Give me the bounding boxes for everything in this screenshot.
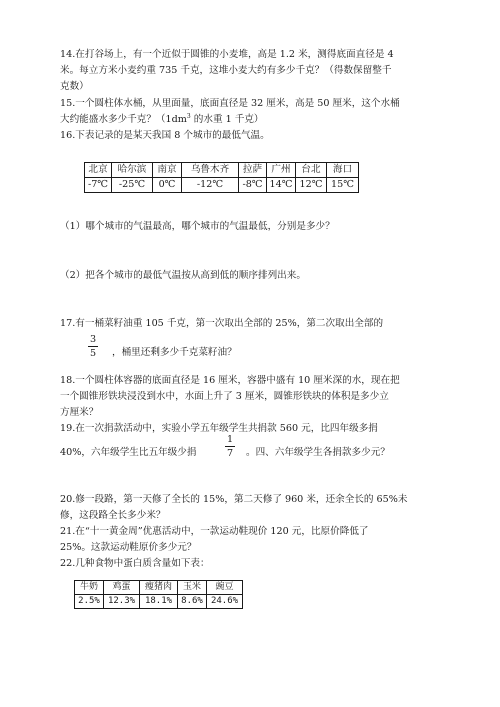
city-cell: 北京 — [85, 163, 112, 178]
temp-cell: 12℃ — [296, 178, 327, 193]
city-cell: 拉萨 — [239, 163, 267, 178]
q16-sub-question-2: （2）把各个城市的最低气温按从高到低的顺序排列出来。 — [60, 270, 306, 281]
fraction-denominator: 7 — [226, 448, 234, 459]
food-cell: 牛奶 — [75, 581, 104, 595]
q16-line-1: 16.下表记录的是某天我国 8 个城市的最低气温。 — [60, 130, 270, 141]
q17-line-1: 17.有一桶菜籽油重 105 千克，第一次取出全部的 25%，第二次取出全部的 — [60, 318, 384, 329]
temp-cell: -7℃ — [85, 178, 112, 193]
q19-line-2-post: 。四、六年级学生各捐款多少元？ — [246, 447, 390, 458]
q17-fraction — [88, 334, 98, 359]
q14-line-2: 米。每立方米小麦约重 735 千克，这堆小麦大约有多少千克？（得数保留整千 — [60, 65, 392, 76]
q15-unit-superscript: 3 — [186, 113, 191, 120]
q19-fraction — [225, 434, 235, 459]
value-cell: 12.3% — [104, 595, 140, 609]
temp-cell: -25℃ — [112, 178, 153, 193]
value-cell: 24.6% — [207, 595, 243, 609]
q14-line-3: 克数） — [60, 81, 89, 92]
food-cell: 鸡蛋 — [104, 581, 140, 595]
q16-sub-question-1: （1）哪个城市的气温最高，哪个城市的气温最低，分别是多少？ — [60, 221, 335, 232]
table-row — [85, 178, 359, 193]
q21-line-2: 25%。这款运动鞋原价多少元？ — [60, 542, 197, 553]
q20-line-1: 20.修一段路，第一天修了全长的 15%，第二天修了 960 米，还余全长的 65%未 — [60, 494, 408, 505]
city-cell: 哈尔滨 — [112, 163, 153, 178]
food-cell: 玉米 — [178, 581, 207, 595]
city-cell: 南京 — [153, 163, 182, 178]
temp-cell: -12℃ — [182, 178, 239, 193]
fraction-numerator: 3 — [89, 334, 97, 345]
q22-line-1: 22.几种食物中蛋白质含量如下表： — [60, 558, 210, 569]
q19-line-1: 19.在一次捐款活动中，实验小学五年级学生共捐款 560 元，比四年级多捐 — [60, 423, 378, 434]
city-cell: 台北 — [296, 163, 327, 178]
table-row — [75, 595, 243, 609]
table-row — [85, 163, 359, 178]
temp-cell: -8℃ — [239, 178, 267, 193]
q14-line-1: 14.在打谷场上，有一个近似于圆锥的小麦堆，高是 1.2 米，测得底面直径是 4 — [60, 49, 394, 60]
q21-line-1: 21.在“十一黄金周”优惠活动中，一款运动鞋现价 120 元，比原价降低了 — [60, 526, 369, 537]
value-cell: 18.1% — [140, 595, 178, 609]
city-cell: 乌鲁木齐 — [182, 163, 239, 178]
food-protein-table — [74, 580, 243, 609]
value-cell: 8.6% — [178, 595, 207, 609]
fraction-denominator: 5 — [89, 348, 97, 359]
food-cell: 豌豆 — [207, 581, 243, 595]
city-temperature-table — [84, 162, 359, 193]
food-cell: 瘦猪肉 — [140, 581, 178, 595]
q15-line-1: 15.一个圆柱体水桶，从里面量，底面直径是 32 厘米，高是 50 厘米，这个水桶 — [60, 98, 400, 109]
q15-line-2-post: 的水重 1 千克） — [190, 114, 264, 125]
table-row — [75, 581, 243, 595]
temp-cell: 14℃ — [267, 178, 296, 193]
q15-line-2 — [60, 112, 264, 127]
fraction-bar — [88, 346, 98, 347]
value-cell: 2.5% — [75, 595, 104, 609]
q15-line-2-pre: 大约能盛水多少千克？（1dm — [60, 114, 187, 125]
q18-line-1: 18.一个圆柱体容器的底面直径是 16 厘米，容器中盛有 10 厘米深的水，现在把 — [60, 375, 400, 386]
temp-cell: 0℃ — [153, 178, 182, 193]
temp-cell: 15℃ — [327, 178, 359, 193]
q19-line-2-pre: 40%，六年级学生比五年级少捐 — [60, 447, 197, 458]
fraction-numerator: 1 — [226, 434, 234, 445]
q18-line-3: 方厘米？ — [60, 407, 99, 418]
q17-line-2: ，桶里还剩多少千克菜籽油？ — [112, 347, 237, 358]
city-cell: 海口 — [327, 163, 359, 178]
q18-line-2: 一个圆锥形铁块浸没到水中，水面上升了 3 厘米，圆锥形铁块的体积是多少立 — [60, 391, 389, 402]
fraction-bar — [225, 446, 235, 447]
city-cell: 广州 — [267, 163, 296, 178]
q20-line-2: 修，这段路全长多少米？ — [60, 510, 166, 521]
